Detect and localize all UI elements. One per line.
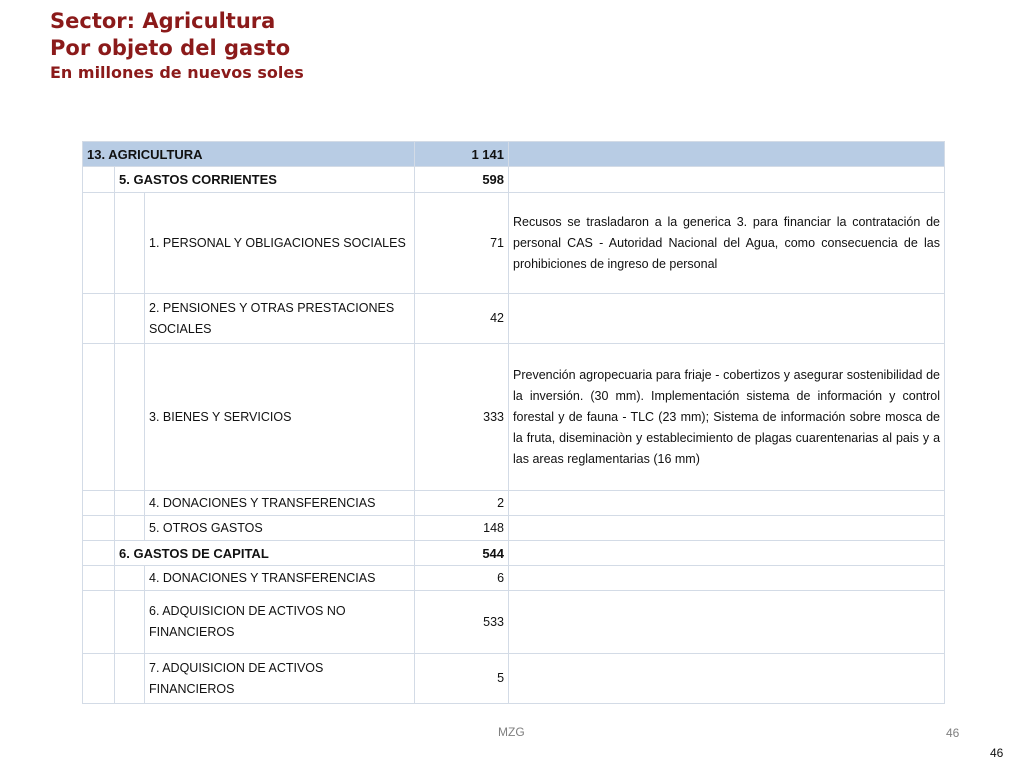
row-amount: 533 bbox=[415, 591, 509, 654]
table-row bbox=[83, 491, 945, 516]
row-amount: 71 bbox=[415, 193, 509, 294]
indent-cell bbox=[83, 294, 115, 344]
row-amount: 6 bbox=[415, 566, 509, 591]
slide-subtitle: Por objeto del gasto bbox=[50, 36, 291, 60]
row-amount: 544 bbox=[415, 541, 509, 566]
indent-cell bbox=[83, 491, 115, 516]
indent-cell bbox=[115, 591, 145, 654]
table-header-row bbox=[83, 142, 945, 167]
budget-table bbox=[82, 141, 945, 704]
table-row bbox=[83, 566, 945, 591]
indent-cell bbox=[83, 541, 115, 566]
indent-cell bbox=[83, 167, 115, 193]
row-amount: 148 bbox=[415, 516, 509, 541]
table-row bbox=[83, 516, 945, 541]
indent-cell bbox=[115, 654, 145, 704]
table-row bbox=[83, 654, 945, 704]
table-row bbox=[83, 591, 945, 654]
table-row bbox=[83, 541, 945, 566]
title-block bbox=[50, 8, 304, 84]
row-note: Prevención agropecuaria para friaje - cobertizos y asegurar sostenibilidad de la inversión. (30 mm). Implementación sistema de información y control forestal y de fauna - TLC (23 mm); Sistema de información sobre mosca de la fruta, diseminaciòn y establecimiento de plagas cuarentenarias al pais y a las areas reglamentarias (16 mm) bbox=[509, 344, 945, 491]
slide-title: Sector: Agricultura bbox=[50, 9, 276, 33]
row-note bbox=[509, 491, 945, 516]
row-amount: 5 bbox=[415, 654, 509, 704]
header-note-cell bbox=[509, 142, 945, 167]
row-label: 6. GASTOS DE CAPITAL bbox=[115, 541, 415, 566]
indent-cell bbox=[115, 344, 145, 491]
row-label: 2. PENSIONES Y OTRAS PRESTACIONES SOCIALES bbox=[145, 294, 415, 344]
units-label: En millones de nuevos soles bbox=[50, 63, 304, 82]
indent-cell bbox=[83, 566, 115, 591]
row-label: 7. ADQUISICION DE ACTIVOS FINANCIEROS bbox=[145, 654, 415, 704]
indent-cell bbox=[83, 654, 115, 704]
indent-cell bbox=[115, 294, 145, 344]
row-note bbox=[509, 591, 945, 654]
row-amount: 333 bbox=[415, 344, 509, 491]
footer-author: MZG bbox=[498, 725, 525, 739]
row-label: 4. DONACIONES Y TRANSFERENCIAS bbox=[145, 491, 415, 516]
row-note bbox=[509, 516, 945, 541]
row-note bbox=[509, 541, 945, 566]
indent-cell bbox=[83, 344, 115, 491]
row-note bbox=[509, 566, 945, 591]
indent-cell bbox=[115, 491, 145, 516]
indent-cell bbox=[83, 193, 115, 294]
row-label: 4. DONACIONES Y TRANSFERENCIAS bbox=[145, 566, 415, 591]
page-number: 46 bbox=[990, 746, 1004, 760]
table-row bbox=[83, 193, 945, 294]
row-note: Recusos se trasladaron a la generica 3. para financiar la contratación de personal CAS - Autoridad Nacional del Agua, como consecuencia de las prohibiciones de ingreso de personal bbox=[509, 193, 945, 294]
row-note bbox=[509, 167, 945, 193]
footer-slide-number: 46 bbox=[946, 726, 960, 740]
row-label: 1. PERSONAL Y OBLIGACIONES SOCIALES bbox=[145, 193, 415, 294]
table-row bbox=[83, 167, 945, 193]
indent-cell bbox=[115, 193, 145, 294]
row-amount: 42 bbox=[415, 294, 509, 344]
row-amount: 598 bbox=[415, 167, 509, 193]
row-label: 5. OTROS GASTOS bbox=[145, 516, 415, 541]
row-amount: 2 bbox=[415, 491, 509, 516]
row-note bbox=[509, 654, 945, 704]
header-label: 13. AGRICULTURA bbox=[83, 142, 415, 167]
header-amount: 1 141 bbox=[415, 142, 509, 167]
table-row bbox=[83, 344, 945, 491]
row-note bbox=[509, 294, 945, 344]
row-label: 5. GASTOS CORRIENTES bbox=[115, 167, 415, 193]
table-row bbox=[83, 294, 945, 344]
indent-cell bbox=[115, 516, 145, 541]
indent-cell bbox=[83, 591, 115, 654]
row-label: 6. ADQUISICION DE ACTIVOS NO FINANCIEROS bbox=[145, 591, 415, 654]
row-label: 3. BIENES Y SERVICIOS bbox=[145, 344, 415, 491]
indent-cell bbox=[115, 566, 145, 591]
indent-cell bbox=[83, 516, 115, 541]
